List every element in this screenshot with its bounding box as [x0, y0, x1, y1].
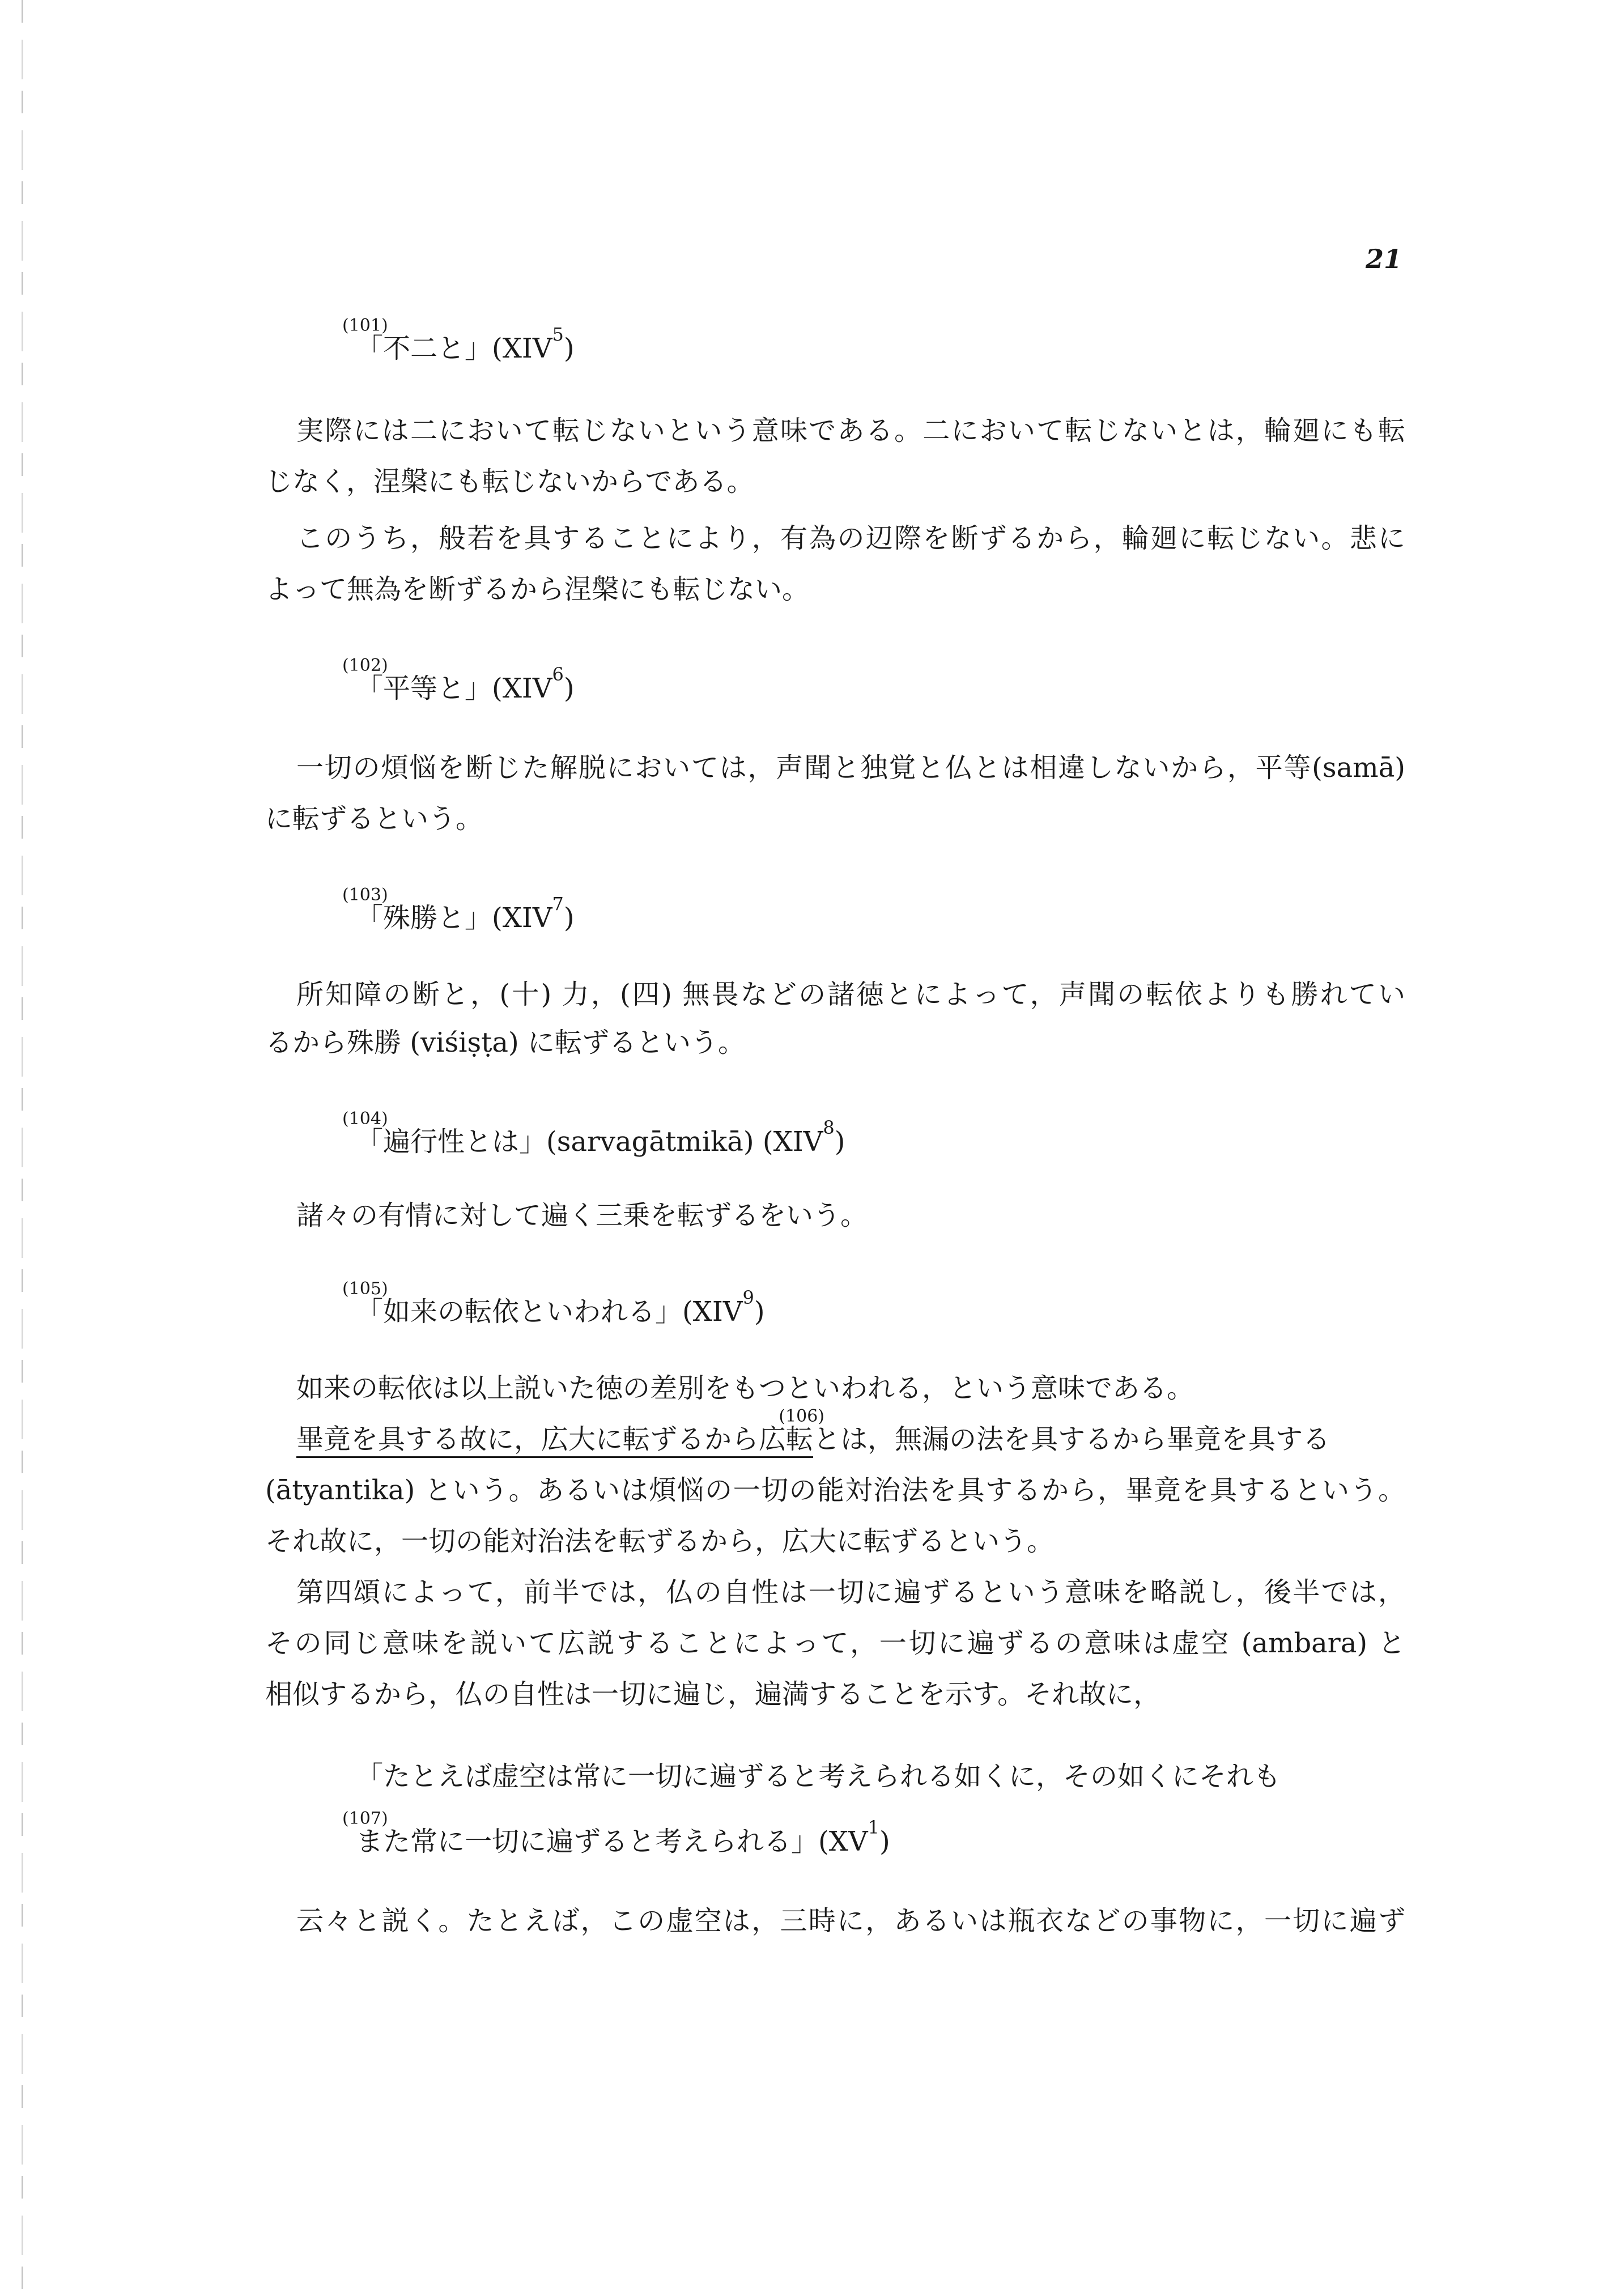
footnote-ref-106: (106)	[779, 1406, 825, 1426]
underlined-phrase: 畢竟を具する故に，広大に転ずるから広転	[296, 1423, 813, 1458]
heading-hengyosho: 「遍行性とは」(sarvagātmikā) (XIV$^8$ (104) )	[356, 1111, 845, 1159]
body-line: 云々と説く。たとえば，この虚空は，三時に，あるいは瓶衣などの事物に，一切に遍ず	[296, 1905, 1405, 1937]
body-line: に転ずるという。	[265, 803, 483, 835]
body-line: (ātyantika) という。あるいは煩悩の一切の能対治法を具するから，畢竟を具するという。	[265, 1474, 1405, 1506]
quote-line: また常に一切に遍ずると考えられる」($XV^1$ (107) )	[356, 1810, 890, 1859]
scan-edge-line	[22, 0, 23, 2296]
page-number: 21	[1366, 244, 1402, 274]
heading-byodo: 「平等と」(XIV$^6$ (102) )	[356, 657, 575, 705]
body-line: このうち，般若を具することにより，有為の辺際を断ずるから，輪廻に転じない。悲に	[296, 522, 1405, 554]
footnote-ref-102: (102)	[342, 656, 388, 675]
heading-funi: 「不二と」(XIV$^5$ (101) )	[356, 317, 575, 365]
body-line: 第四頌によって，前半では，仏の自性は一切に遍ずるという意味を略説し，後半では，	[296, 1576, 1405, 1608]
body-line: じなく，涅槃にも転じないからである。	[265, 466, 754, 498]
footnote-ref-103: (103)	[342, 885, 388, 905]
body-line: 如来の転依は以上説いた徳の差別をもつといわれる，という意味である。	[296, 1372, 1194, 1404]
body-line: 一切の煩悩を断じた解脱においては，声聞と独覚と仏とは相違しないから，平等(samā)	[296, 752, 1405, 784]
heading-shusho: 「殊勝と」(XIV$^7$ (103) )	[356, 887, 575, 935]
heading-nyorai-tenne: 「如来の転依といわれる」(XIV$^9$ (105) )	[356, 1281, 765, 1329]
body-line: 所知障の断と，(十) 力，(四) 無畏などの諸徳とによって，声聞の転依よりも勝れてい	[296, 979, 1405, 1010]
quote-line: 「たとえば虚空は常に一切に遍ずると考えられる如くに，その如くにそれも	[356, 1761, 1281, 1792]
body-line: 実際には二において転じないという意味である。二において転じないとは，輪廻にも転	[296, 415, 1405, 447]
body-line: それ故に，一切の能対治法を転ずるから，広大に転ずるという。	[265, 1525, 1055, 1557]
footnote-ref-107: (107)	[342, 1809, 388, 1829]
body-line: るから殊勝 (viśiṣṭa) に転ずるという。	[265, 1027, 745, 1058]
body-line: その同じ意味を説いて広説することによって，一切に遍ずるの意味は虚空 (ambara) と	[265, 1627, 1405, 1659]
body-line-underlined: 畢竟を具する故に，広大に転ずるから広転 (106) とは，無漏の法を具するから畢竟を具する	[296, 1422, 1405, 1456]
body-line: 諸々の有情に対して遍く三乗を転ずるをいう。	[296, 1200, 868, 1231]
footnote-ref-105: (105)	[342, 1279, 388, 1299]
body-line: よって無為を断ずるから涅槃にも転じない。	[265, 573, 810, 605]
body-line: 相似するから，仏の自性は一切に遍じ，遍満することを示す。それ故に，	[265, 1678, 1161, 1710]
footnote-ref-104: (104)	[342, 1109, 388, 1129]
footnote-ref-101: (101)	[342, 316, 388, 335]
